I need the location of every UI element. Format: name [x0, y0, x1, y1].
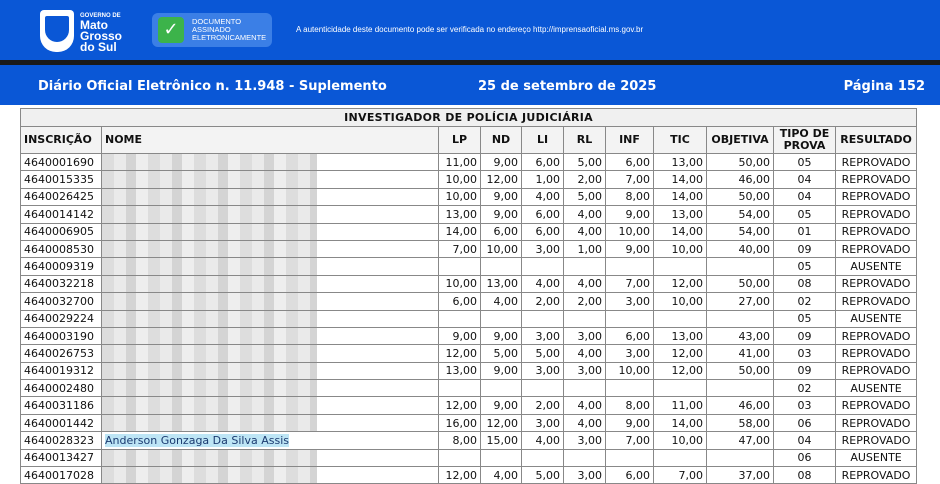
cell-inscricao: 4640032700	[21, 293, 102, 310]
cell-inscricao: 4640028323	[21, 432, 102, 449]
cell-nd: 5,00	[481, 345, 522, 362]
cell-nome	[102, 154, 439, 171]
cell-rl	[564, 380, 606, 397]
redacted-name	[102, 154, 317, 170]
cell-li: 3,00	[522, 362, 564, 379]
cell-lp: 10,00	[439, 188, 481, 205]
cell-li: 4,00	[522, 275, 564, 292]
cell-lp: 11,00	[439, 154, 481, 171]
table-row	[21, 414, 917, 431]
cell-lp	[439, 258, 481, 275]
cell-resultado: AUSENTE	[836, 310, 917, 327]
cell-nd: 12,00	[481, 171, 522, 188]
table-row	[21, 432, 917, 449]
table-row	[21, 206, 917, 223]
mato-grosso-do-sul-logo	[40, 10, 130, 54]
cell-objetiva: 43,00	[707, 327, 774, 344]
results-table	[20, 108, 917, 484]
cell-nd: 9,00	[481, 206, 522, 223]
column-header-nd: ND	[481, 127, 522, 154]
cell-tic	[654, 310, 707, 327]
redacted-name	[102, 415, 317, 431]
table-row	[21, 449, 917, 466]
cell-resultado: AUSENTE	[836, 380, 917, 397]
cell-li: 3,00	[522, 327, 564, 344]
cell-inf: 7,00	[606, 432, 654, 449]
checkmark-icon: ✓	[158, 17, 184, 43]
cell-nome	[102, 345, 439, 362]
cell-lp: 10,00	[439, 275, 481, 292]
cell-tic: 12,00	[654, 345, 707, 362]
cell-inscricao: 4640013427	[21, 449, 102, 466]
badge-line2: ASSINADO	[192, 25, 231, 34]
column-header-inscricao: INSCRIÇÃO	[21, 127, 102, 154]
redacted-name	[102, 311, 317, 327]
cell-nome	[102, 293, 439, 310]
table-row	[21, 188, 917, 205]
cell-tic: 13,00	[654, 206, 707, 223]
cell-inf: 6,00	[606, 154, 654, 171]
cell-inscricao: 4640015335	[21, 171, 102, 188]
cell-tic: 11,00	[654, 397, 707, 414]
column-header-lp: LP	[439, 127, 481, 154]
cell-nd: 4,00	[481, 467, 522, 484]
cell-rl: 2,00	[564, 293, 606, 310]
signed-document-badge	[152, 13, 272, 47]
cell-tipo-de-prova: 02	[774, 380, 836, 397]
cell-lp: 14,00	[439, 223, 481, 240]
cell-rl: 5,00	[564, 188, 606, 205]
cell-tic: 10,00	[654, 240, 707, 257]
redacted-name	[102, 363, 317, 379]
cell-rl: 4,00	[564, 206, 606, 223]
cell-inscricao: 4640006905	[21, 223, 102, 240]
cell-tic: 14,00	[654, 188, 707, 205]
cell-lp: 6,00	[439, 293, 481, 310]
redacted-name	[102, 450, 317, 466]
redacted-name	[102, 171, 317, 187]
cell-li: 4,00	[522, 188, 564, 205]
cell-nd: 10,00	[481, 240, 522, 257]
cell-nome	[102, 327, 439, 344]
cell-tic	[654, 258, 707, 275]
cell-inf: 3,00	[606, 345, 654, 362]
cell-inscricao: 4640019312	[21, 362, 102, 379]
cell-rl	[564, 258, 606, 275]
cell-tic: 13,00	[654, 154, 707, 171]
cell-inscricao: 4640001442	[21, 414, 102, 431]
top-banner	[0, 0, 940, 60]
cell-lp	[439, 380, 481, 397]
logo-line1: GOVERNO DE	[80, 13, 121, 19]
cell-resultado: REPROVADO	[836, 206, 917, 223]
cell-inscricao: 4640003190	[21, 327, 102, 344]
cell-resultado: REPROVADO	[836, 327, 917, 344]
cell-inscricao: 4640031186	[21, 397, 102, 414]
cell-inscricao: 4640002480	[21, 380, 102, 397]
table-row	[21, 327, 917, 344]
column-header-rl: RL	[564, 127, 606, 154]
table-row	[21, 240, 917, 257]
cell-inf: 7,00	[606, 171, 654, 188]
cell-resultado: REPROVADO	[836, 188, 917, 205]
cell-rl: 3,00	[564, 362, 606, 379]
cell-li: 5,00	[522, 467, 564, 484]
cell-resultado: AUSENTE	[836, 449, 917, 466]
cell-tipo-de-prova: 05	[774, 258, 836, 275]
cell-objetiva	[707, 449, 774, 466]
verification-text: A autenticidade deste documento pode ser verificada no endereço http://imprensaoficial.ms.gov.br	[296, 25, 644, 34]
cell-nd: 6,00	[481, 223, 522, 240]
redacted-name	[102, 345, 317, 361]
cell-resultado: REPROVADO	[836, 397, 917, 414]
cell-objetiva	[707, 310, 774, 327]
redacted-name	[102, 328, 317, 344]
table-row	[21, 310, 917, 327]
cell-inf	[606, 380, 654, 397]
table-row	[21, 154, 917, 171]
table-row	[21, 380, 917, 397]
table-row	[21, 362, 917, 379]
cell-tipo-de-prova: 09	[774, 240, 836, 257]
redacted-name	[102, 258, 317, 274]
cell-nd	[481, 310, 522, 327]
cell-objetiva: 54,00	[707, 206, 774, 223]
cell-nd: 9,00	[481, 362, 522, 379]
cell-rl: 4,00	[564, 397, 606, 414]
cell-lp	[439, 449, 481, 466]
logo-line4: do Sul	[80, 40, 117, 54]
cell-nd: 13,00	[481, 275, 522, 292]
cell-objetiva: 50,00	[707, 362, 774, 379]
redacted-name	[102, 380, 317, 396]
cell-nome	[102, 258, 439, 275]
cell-resultado: REPROVADO	[836, 171, 917, 188]
cell-lp: 12,00	[439, 345, 481, 362]
cell-rl: 1,00	[564, 240, 606, 257]
cell-tipo-de-prova: 05	[774, 310, 836, 327]
cell-tipo-de-prova: 02	[774, 293, 836, 310]
cell-resultado: REPROVADO	[836, 275, 917, 292]
cell-inscricao: 4640008530	[21, 240, 102, 257]
cell-lp: 10,00	[439, 171, 481, 188]
cell-rl: 3,00	[564, 467, 606, 484]
badge-line3: ELETRONICAMENTE	[192, 33, 267, 42]
cell-li: 6,00	[522, 223, 564, 240]
redacted-name	[102, 397, 317, 413]
cell-resultado: REPROVADO	[836, 345, 917, 362]
cell-inf: 9,00	[606, 414, 654, 431]
cell-objetiva: 27,00	[707, 293, 774, 310]
cell-tipo-de-prova: 03	[774, 345, 836, 362]
cell-nome	[102, 432, 439, 449]
badge-line1: DOCUMENTO	[192, 17, 242, 26]
cell-tipo-de-prova: 08	[774, 467, 836, 484]
cell-objetiva: 50,00	[707, 275, 774, 292]
cell-objetiva: 54,00	[707, 223, 774, 240]
cell-li: 5,00	[522, 345, 564, 362]
cell-nd: 9,00	[481, 397, 522, 414]
cell-inscricao: 4640026753	[21, 345, 102, 362]
cell-nd	[481, 380, 522, 397]
table-row	[21, 275, 917, 292]
cell-inscricao: 4640009319	[21, 258, 102, 275]
cell-inf	[606, 310, 654, 327]
cell-tipo-de-prova: 03	[774, 397, 836, 414]
cell-lp: 13,00	[439, 206, 481, 223]
cell-nome	[102, 171, 439, 188]
cell-objetiva: 46,00	[707, 171, 774, 188]
redacted-name	[102, 241, 317, 257]
redacted-name	[102, 206, 317, 222]
redacted-name	[102, 276, 317, 292]
cell-nd: 9,00	[481, 154, 522, 171]
column-header-nome: NOME	[102, 127, 439, 154]
table-row	[21, 293, 917, 310]
cell-inscricao: 4640029224	[21, 310, 102, 327]
cell-li: 2,00	[522, 293, 564, 310]
cell-nome	[102, 206, 439, 223]
cell-inscricao: 4640026425	[21, 188, 102, 205]
redacted-name	[102, 293, 317, 309]
cell-li: 1,00	[522, 171, 564, 188]
cell-nd	[481, 258, 522, 275]
cell-rl: 4,00	[564, 345, 606, 362]
cell-tic: 12,00	[654, 362, 707, 379]
cell-objetiva	[707, 258, 774, 275]
cell-inf	[606, 449, 654, 466]
cell-inscricao: 4640014142	[21, 206, 102, 223]
cell-tic: 12,00	[654, 275, 707, 292]
state-shield-icon	[40, 10, 74, 52]
column-header-tipo-de-prova: TIPO DE PROVA	[774, 127, 836, 154]
cell-objetiva: 37,00	[707, 467, 774, 484]
highlighted-name: Anderson Gonzaga Da Silva Assis	[105, 433, 289, 447]
redacted-name	[102, 224, 317, 240]
cell-inf: 7,00	[606, 275, 654, 292]
cell-tic: 14,00	[654, 414, 707, 431]
logo-line3: Grosso	[80, 29, 123, 43]
cell-inf: 3,00	[606, 293, 654, 310]
cell-lp: 7,00	[439, 240, 481, 257]
gazette-header	[0, 65, 940, 105]
column-header-tic: TIC	[654, 127, 707, 154]
cell-rl: 3,00	[564, 327, 606, 344]
cell-li: 2,00	[522, 397, 564, 414]
cell-resultado: REPROVADO	[836, 223, 917, 240]
cell-inf: 9,00	[606, 206, 654, 223]
cell-lp	[439, 310, 481, 327]
cell-objetiva: 50,00	[707, 154, 774, 171]
cell-li	[522, 310, 564, 327]
cell-lp: 9,00	[439, 327, 481, 344]
cell-nome	[102, 310, 439, 327]
table-row	[21, 223, 917, 240]
cell-inf	[606, 258, 654, 275]
cell-lp: 12,00	[439, 397, 481, 414]
page-number: Página 152	[843, 79, 925, 94]
cell-objetiva: 40,00	[707, 240, 774, 257]
cell-resultado: REPROVADO	[836, 414, 917, 431]
cell-inf: 8,00	[606, 188, 654, 205]
cell-tipo-de-prova: 09	[774, 362, 836, 379]
cell-inscricao: 4640001690	[21, 154, 102, 171]
table-title: INVESTIGADOR DE POLÍCIA JUDICIÁRIA	[21, 109, 917, 127]
cell-resultado: REPROVADO	[836, 467, 917, 484]
redacted-name	[102, 189, 317, 205]
cell-tic: 7,00	[654, 467, 707, 484]
table-row	[21, 258, 917, 275]
column-header-resultado: RESULTADO	[836, 127, 917, 154]
cell-rl: 5,00	[564, 154, 606, 171]
gazette-edition: Diário Oficial Eletrônico n. 11.948 - Suplemento	[38, 79, 387, 94]
cell-li	[522, 449, 564, 466]
cell-inf: 9,00	[606, 240, 654, 257]
table-row	[21, 467, 917, 484]
cell-inscricao: 4640032218	[21, 275, 102, 292]
logo-line2: Mato	[80, 18, 108, 32]
cell-objetiva: 47,00	[707, 432, 774, 449]
cell-li	[522, 380, 564, 397]
cell-nome	[102, 380, 439, 397]
table-row	[21, 397, 917, 414]
cell-objetiva: 46,00	[707, 397, 774, 414]
cell-lp: 16,00	[439, 414, 481, 431]
cell-rl	[564, 449, 606, 466]
cell-resultado: REPROVADO	[836, 362, 917, 379]
cell-resultado: REPROVADO	[836, 293, 917, 310]
cell-tic: 14,00	[654, 171, 707, 188]
cell-objetiva: 50,00	[707, 188, 774, 205]
cell-inf: 10,00	[606, 223, 654, 240]
cell-tipo-de-prova: 06	[774, 414, 836, 431]
cell-objetiva: 58,00	[707, 414, 774, 431]
cell-inf: 6,00	[606, 327, 654, 344]
cell-nome	[102, 275, 439, 292]
cell-li: 4,00	[522, 432, 564, 449]
redacted-name	[102, 467, 317, 483]
cell-tipo-de-prova: 06	[774, 449, 836, 466]
cell-lp: 8,00	[439, 432, 481, 449]
table-row	[21, 171, 917, 188]
cell-tipo-de-prova: 04	[774, 432, 836, 449]
cell-li: 6,00	[522, 206, 564, 223]
cell-nome	[102, 449, 439, 466]
cell-rl: 4,00	[564, 223, 606, 240]
results-table-container	[20, 108, 916, 484]
cell-resultado: REPROVADO	[836, 154, 917, 171]
cell-resultado: REPROVADO	[836, 240, 917, 257]
cell-rl	[564, 310, 606, 327]
cell-nd: 15,00	[481, 432, 522, 449]
cell-tipo-de-prova: 05	[774, 154, 836, 171]
cell-nome	[102, 362, 439, 379]
cell-tic: 13,00	[654, 327, 707, 344]
cell-tipo-de-prova: 04	[774, 171, 836, 188]
cell-nome	[102, 240, 439, 257]
cell-nome	[102, 223, 439, 240]
cell-rl: 2,00	[564, 171, 606, 188]
cell-nd	[481, 449, 522, 466]
column-header-inf: INF	[606, 127, 654, 154]
cell-inscricao: 4640017028	[21, 467, 102, 484]
cell-tipo-de-prova: 09	[774, 327, 836, 344]
cell-tic: 14,00	[654, 223, 707, 240]
cell-lp: 13,00	[439, 362, 481, 379]
cell-rl: 4,00	[564, 275, 606, 292]
cell-resultado: AUSENTE	[836, 258, 917, 275]
cell-tic: 10,00	[654, 293, 707, 310]
cell-inf: 10,00	[606, 362, 654, 379]
cell-li	[522, 258, 564, 275]
cell-nd: 9,00	[481, 188, 522, 205]
cell-nome	[102, 188, 439, 205]
gazette-date: 25 de setembro de 2025	[478, 79, 657, 94]
cell-objetiva: 41,00	[707, 345, 774, 362]
cell-tic	[654, 449, 707, 466]
cell-tipo-de-prova: 01	[774, 223, 836, 240]
cell-li: 6,00	[522, 154, 564, 171]
column-header-objetiva: OBJETIVA	[707, 127, 774, 154]
cell-nome	[102, 414, 439, 431]
cell-rl: 4,00	[564, 414, 606, 431]
cell-inf: 8,00	[606, 397, 654, 414]
cell-nome	[102, 397, 439, 414]
cell-tipo-de-prova: 08	[774, 275, 836, 292]
cell-objetiva	[707, 380, 774, 397]
cell-li: 3,00	[522, 414, 564, 431]
cell-tic: 10,00	[654, 432, 707, 449]
cell-tic	[654, 380, 707, 397]
cell-nd: 12,00	[481, 414, 522, 431]
cell-nd: 9,00	[481, 327, 522, 344]
cell-lp: 12,00	[439, 467, 481, 484]
cell-resultado: REPROVADO	[836, 432, 917, 449]
cell-inf: 6,00	[606, 467, 654, 484]
table-row	[21, 345, 917, 362]
column-header-li: LI	[522, 127, 564, 154]
cell-tipo-de-prova: 05	[774, 206, 836, 223]
cell-nome	[102, 467, 439, 484]
cell-tipo-de-prova: 04	[774, 188, 836, 205]
cell-rl: 3,00	[564, 432, 606, 449]
cell-li: 3,00	[522, 240, 564, 257]
cell-nd: 4,00	[481, 293, 522, 310]
